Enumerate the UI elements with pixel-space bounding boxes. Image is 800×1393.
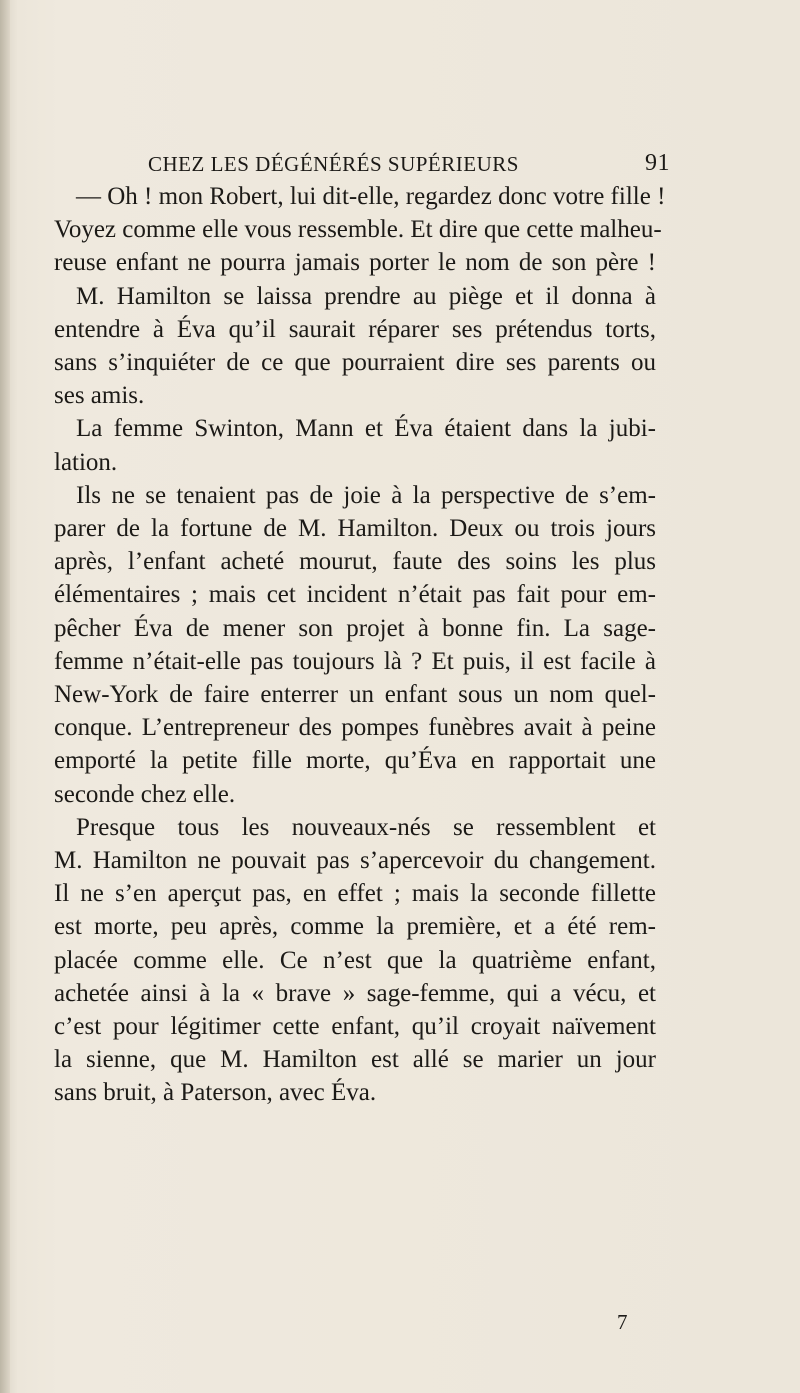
text-line: est morte, peu après, comme la première, et a été rem- (54, 913, 656, 941)
text-line: New-York de faire enterrer un enfant sous un nom quel- (54, 681, 656, 709)
text-line: c’est pour légitimer cette enfant, qu’il croyait naïvement (54, 1013, 656, 1041)
text-line: emporté la petite fille morte, qu’Éva en rapportait une (54, 747, 656, 775)
text-line: Voyez comme elle vous ressemble. Et dire que cette malheu- (54, 216, 662, 244)
text-line: M. Hamilton ne pouvait pas s’apercevoir du changement. (54, 847, 656, 875)
text-line: reuse enfant ne pourra jamais porter le nom de son père ! (54, 249, 656, 277)
signature-mark: 7 (617, 1310, 628, 1334)
text-line: conque. L’entrepreneur des pompes funèbres avait à peine (54, 714, 656, 742)
text-line: seconde chez elle. (54, 780, 236, 808)
text-line: élémentaires ; mais cet incident n’était pas fait pour em- (54, 581, 656, 609)
text-line: — Oh ! mon Robert, lui dit-elle, regardez donc votre fille ! (76, 183, 666, 210)
text-line: la sienne, que M. Hamilton est allé se marier un jour (54, 1046, 656, 1074)
text-line: Ils ne se tenaient pas de joie à la perspective de s’em- (76, 481, 656, 509)
text-line: parer de la fortune de M. Hamilton. Deux ou trois jours (54, 515, 656, 543)
text-line: ses amis. (54, 382, 145, 410)
text-line: achetée ainsi à la « brave » sage-femme, qui a vécu, et (54, 979, 656, 1007)
text-line: après, l’enfant acheté mourut, faute des soins les plus (54, 548, 656, 576)
text-line: placée comme elle. Ce n’est que la quatrième enfant, (54, 946, 656, 974)
text-line: Presque tous les nouveaux-nés se ressemblent et (76, 813, 656, 841)
text-line: Il ne s’en aperçut pas, en effet ; mais la seconde fillette (54, 880, 656, 908)
text-line: entendre à Éva qu’il saurait réparer ses prétendus torts, (54, 315, 656, 343)
text-line: sans bruit, à Paterson, avec Éva. (54, 1079, 377, 1107)
text-line: M. Hamilton se laissa prendre au piège et il donna à (76, 282, 656, 310)
text-line: sans s’inquiéter de ce que pourraient dire ses parents ou (54, 349, 656, 377)
page-spine-edge (0, 0, 10, 1393)
running-head-title: CHEZ LES DÉGÉNÉRÉS SUPÉRIEURS (148, 152, 519, 176)
body-text (54, 180, 666, 1110)
text-line: femme n’était-elle pas toujours là ? Et puis, il est facile à (54, 647, 656, 675)
text-line: lation. (54, 448, 118, 476)
page-number: 91 (645, 150, 670, 176)
text-line: La femme Swinton, Mann et Éva étaient dans la jubi- (76, 415, 656, 443)
text-line: pêcher Éva de mener son projet à bonne fin. La sage- (54, 614, 656, 642)
